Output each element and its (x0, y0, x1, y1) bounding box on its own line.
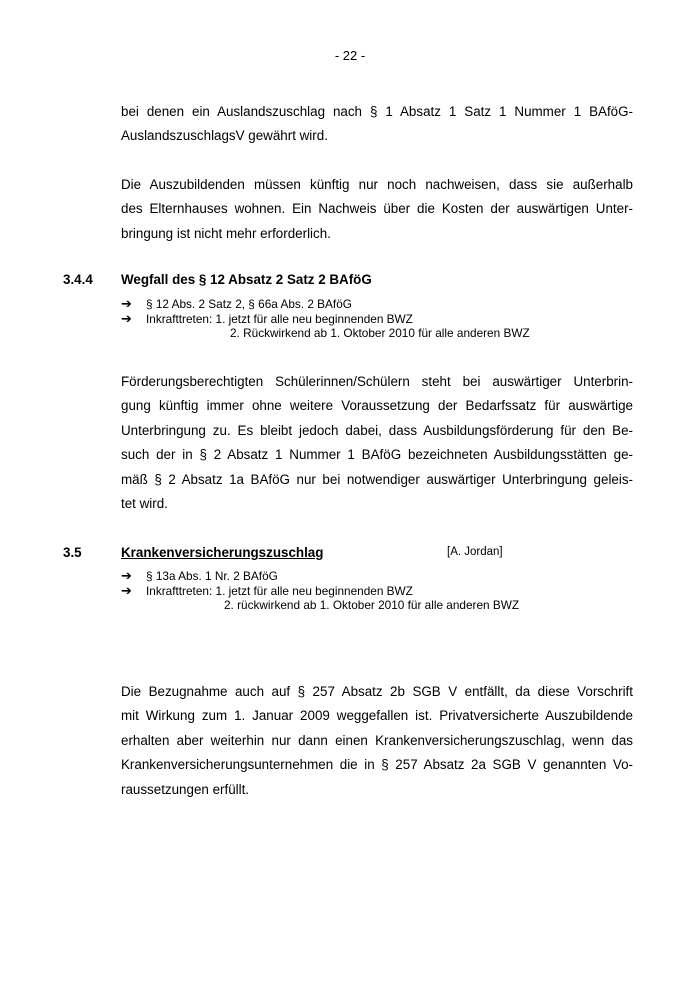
text-line: Krankenversicherungsunternehmen die in § 257 Absatz 2a SGB V genannten Vo- (121, 757, 633, 773)
reference-row (121, 297, 530, 312)
arrow-right-icon: ➔ (121, 568, 132, 583)
text-line: such der in § 2 Absatz 1 Nummer 1 BAföG bezeichneten Ausbildungsstätten ge- (121, 447, 633, 463)
paragraph-continuation (121, 100, 633, 149)
effective-date-text: Inkrafttreten: 1. jetzt für alle neu beginnenden BWZ (146, 311, 413, 326)
reference-text: § 13a Abs. 1 Nr. 2 BAföG (146, 569, 278, 583)
effective-date-continuation: 2. rückwirkend ab 1. Oktober 2010 für alle anderen BWZ (224, 598, 520, 612)
text-line: Die Auszubildenden müssen künftig nur noch nachweisen, dass sie außerhalb (121, 177, 633, 192)
arrow-right-icon: ➔ (121, 310, 132, 326)
text-line: erhalten aber weiterhin nur dann einen Krankenversicherungszuschlag, wenn das (121, 732, 633, 748)
paragraph-proof-of-residence (121, 173, 633, 246)
text-line: Die Bezugnahme auch auf § 257 Absatz 2b SGB V entfällt, da diese Vorschrift (121, 684, 633, 699)
page-number: - 22 - (334, 48, 366, 63)
text-line: mit Wirkung zum 1. Januar 2009 weggefallen ist. Privatversicherte Auszubildende (121, 708, 633, 724)
reference-text: § 12 Abs. 2 Satz 2, § 66a Abs. 2 BAföG (146, 297, 352, 311)
text-line: des Elternhauses wohnen. Ein Nachweis über die Kosten der auswärtigen Unter- (121, 201, 633, 217)
text-line: tet wird. (121, 495, 168, 511)
effective-date-text: Inkrafttreten: 1. jetzt für alle neu beginnenden BWZ (146, 583, 413, 598)
legal-reference-block-3-5 (121, 569, 519, 613)
reference-row (121, 312, 530, 327)
author-tag: [A. Jordan] (447, 546, 503, 558)
text-line: Unterbringung zu. Es bleibt jedoch dabei, dass Ausbildungsförderung für den Be- (121, 422, 633, 438)
arrow-right-icon: ➔ (121, 296, 132, 311)
section-number-3-4-4: 3.4.4 (63, 272, 93, 287)
reference-row (121, 584, 519, 599)
legal-reference-block-3-4-4 (121, 297, 530, 341)
text-line: bei denen ein Auslandszuschlag nach § 1 Absatz 1 Satz 1 Nummer 1 BAföG- (121, 104, 633, 119)
section-title-3-5: Krankenversicherungszuschlag (121, 545, 324, 560)
text-line: raussetzungen erfüllt. (121, 781, 250, 797)
text-line: AuslandszuschlagsV gewährt wird. (121, 128, 328, 144)
section-title-3-4-4: Wegfall des § 12 Absatz 2 Satz 2 BAföG (121, 272, 372, 287)
text-line: Förderungsberechtigten Schülerinnen/Schülern steht bei auswärtiger Unterbrin- (121, 374, 633, 389)
effective-date-continuation: 2. Rückwirkend ab 1. Oktober 2010 für alle anderen BWZ (230, 326, 530, 340)
paragraph-section-3-5 (121, 680, 633, 802)
text-line: bringung ist nicht mehr erforderlich. (121, 225, 331, 241)
text-line: gung künftig immer ohne weitere Voraussetzung der Bedarfssatz für auswärtige (121, 398, 633, 414)
reference-row (121, 569, 519, 584)
text-line: mäß § 2 Absatz 1a BAföG nur bei notwendiger auswärtiger Unterbringung geleis- (121, 471, 633, 487)
section-number-3-5: 3.5 (63, 545, 82, 560)
arrow-right-icon: ➔ (121, 582, 132, 598)
paragraph-section-3-4-4 (121, 370, 633, 516)
